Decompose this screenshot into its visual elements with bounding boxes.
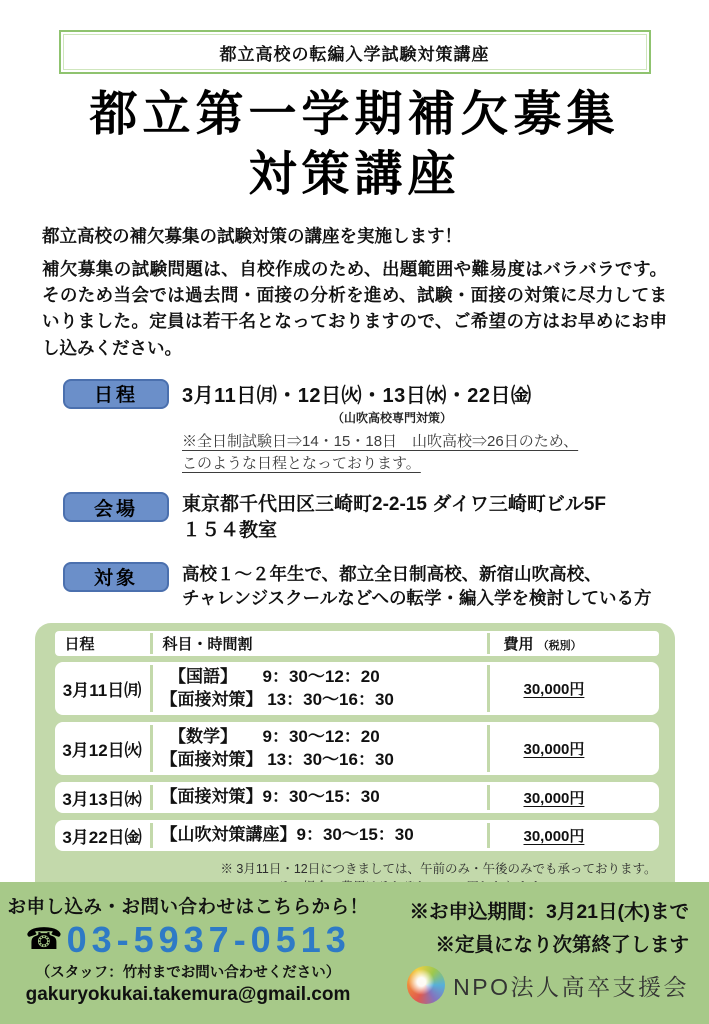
row-subject-line1: 【国語】 9：30～12：20 [160, 666, 380, 686]
row-subject [150, 823, 487, 848]
row-subject-line1: 【面接対策】9：30～15：30 [160, 787, 380, 807]
table-header-fee-suffix: （税別） [537, 639, 582, 652]
table-header-subject: 科目・時間割 [150, 633, 487, 654]
table-note-line1: ※ 3月11日・12日につきましては、午前のみ・午後のみでも承っております。 [220, 861, 657, 876]
row-fee [487, 665, 659, 712]
row-date: 3月13日㈬ [62, 789, 142, 809]
row-date: 3月12日㈫ [62, 740, 142, 760]
row-fee-value: 30,000円 [523, 789, 585, 807]
table-row [55, 782, 659, 813]
target-label: 対象 [93, 568, 138, 590]
schedule-sub-note: （山吹高校専門対策） [332, 410, 453, 425]
org-name: NPO法人高卒支援会 [453, 973, 689, 1000]
venue-address: 東京都千代田区三崎町2-2-15 ダイワ三崎町ビル5F [182, 494, 606, 516]
row-subject [150, 725, 487, 772]
table-row [55, 722, 659, 775]
page-title [0, 84, 709, 205]
row-subject [150, 665, 487, 712]
footer [0, 882, 709, 1024]
row-fee-value: 30,000円 [523, 827, 585, 845]
table-header-fee-text: 費用 [503, 635, 534, 653]
venue-room: １５４教室 [182, 520, 278, 542]
table-header-fee [487, 633, 659, 654]
schedule-section [63, 379, 689, 475]
table-header-row [55, 631, 659, 656]
schedule-note-line2: このような日程となっております。 [182, 454, 421, 472]
schedule-label: 日程 [93, 385, 138, 407]
contact-heading: お申し込み・お問い合わせはこちらから！ [7, 896, 369, 917]
row-subject-line1: 【山吹対策講座】9：30～15：30 [160, 825, 414, 845]
footer-notes-block [376, 882, 709, 1024]
schedule-label-badge [63, 379, 169, 409]
contact-email: gakuryokukai.takemura@gmail.com [25, 984, 351, 1005]
top-banner [59, 30, 651, 74]
target-line1: 高校１～２年生で、都立全日制高校、新宿山吹高校、 [182, 563, 602, 584]
intro-lead: 都立高校の補欠募集の試験対策の講座を実施します！ [42, 225, 462, 246]
application-period-note: ※お申込期間：3月21日(木)まで [409, 901, 689, 923]
row-subject [150, 785, 487, 810]
footer-contact-block [0, 882, 376, 1024]
row-fee [487, 823, 659, 848]
org-row [376, 966, 689, 1004]
row-fee-value: 30,000円 [523, 740, 585, 758]
page-title-line2: 対策講座 [248, 146, 461, 203]
phone-row [0, 919, 376, 961]
page-title-line1: 都立第一学期補欠募集 [89, 86, 620, 142]
row-fee [487, 725, 659, 772]
target-line2: チャレンジスクールなどへの転学・編入学を検討している方 [182, 588, 652, 609]
row-date: 3月22日㈮ [62, 827, 142, 847]
venue-content [182, 492, 689, 543]
phone-icon: ☎ [25, 923, 63, 956]
table-row [55, 820, 659, 851]
target-content [182, 562, 689, 611]
venue-section [63, 492, 689, 543]
row-fee-value: 30,000円 [523, 680, 585, 698]
schedule-note [182, 431, 689, 475]
table-row [55, 662, 659, 715]
schedule-note-line1: ※全日制試験日⇒14・15・18日 山吹高校⇒26日のため、 [182, 432, 579, 450]
target-section [63, 562, 689, 611]
target-label-badge [63, 562, 169, 592]
row-subject-line1: 【数学】 9：30～12：20 [160, 726, 380, 746]
table-header-date: 日程 [64, 635, 95, 653]
npo-logo-icon [407, 966, 445, 1004]
capacity-note: ※定員になり次第終了します [435, 934, 689, 957]
schedule-content [182, 379, 689, 475]
row-subject-line2: 【面接対策】 13：30～16：30 [160, 750, 394, 770]
staff-note: （スタッフ：竹村までお問い合わせください） [35, 965, 341, 981]
phone-number: 03-5937-0513 [66, 919, 351, 960]
venue-label-badge [63, 492, 169, 522]
intro-body: 補欠募集の試験問題は、自校作成のため、出題範囲や難易度はバラバラです。そのため当会では過去問・面接の分析を進め、試験・面接の対策に尽力してまいりました。定員は若干名となっておりますので、ご希望の方はお早めにお申し込みください。 [42, 258, 667, 358]
schedule-table [35, 623, 675, 905]
venue-label: 会場 [93, 498, 138, 520]
schedule-dates: 3月11日㈪・12日㈫・13日㈬・22日㈮ [182, 384, 532, 407]
row-subject-line2: 【面接対策】 13：30～16：30 [160, 690, 394, 710]
row-fee [487, 785, 659, 810]
top-banner-text: 都立高校の転編入学試験対策講座 [219, 44, 490, 64]
row-date: 3月11日㈪ [62, 680, 142, 700]
